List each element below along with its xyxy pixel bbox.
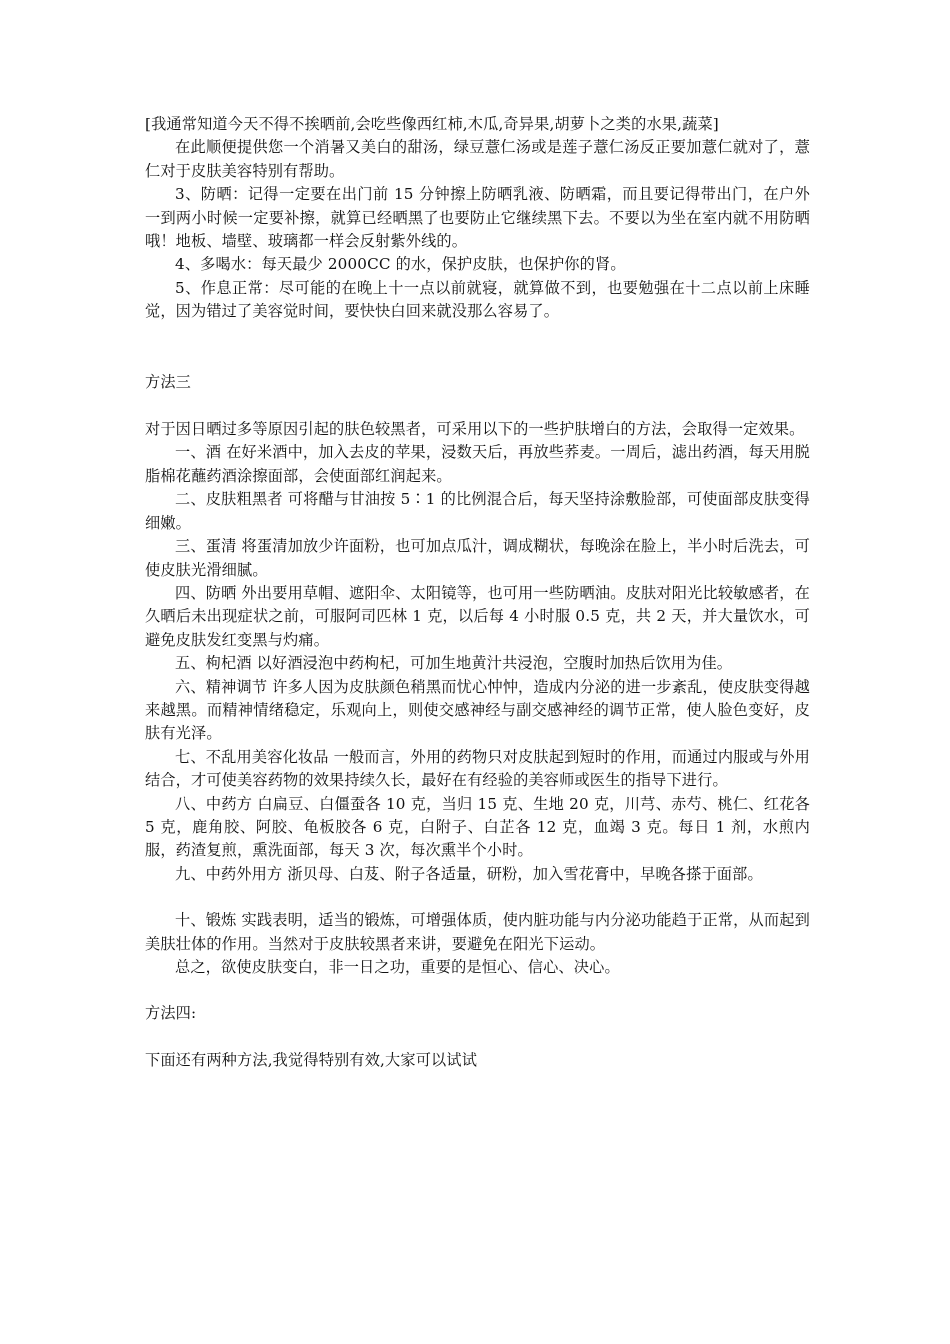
list-item-egg-white: 三、蛋清 将蛋清加放少许面粉，也可加点瓜汁，调成糊状，每晚涂在脸上，半小时后洗去，可使皮肤光滑细腻。 <box>145 537 810 579</box>
paragraph-soup: 在此顺便提供您一个消暑又美白的甜汤，绿豆薏仁汤或是莲子薏仁汤反正要加薏仁就对了，薏仁对于皮肤美容特别有帮助。 <box>145 138 810 180</box>
heading-method-four: 方法四: <box>145 1004 197 1023</box>
spacer <box>145 1026 810 1049</box>
paragraph-method-three-intro: 对于因日晒过多等原因引起的肤色较黑者，可采用以下的一些护肤增白的方法，会取得一定效果。 <box>145 420 805 439</box>
paragraph-fruit-note: [我通常知道今天不得不挨晒前,会吃些像西红柿,木瓜,奇异果,胡萝卜之类的水果,蔬菜] <box>145 115 719 133</box>
paragraph-summary: 总之，欲使皮肤变白，非一日之功，重要的是恒心、信心、决心。 <box>175 958 620 976</box>
spacer <box>145 394 810 418</box>
paragraph-method-four-intro: 下面还有两种方法,我觉得特别有效,大家可以试试 <box>145 1050 478 1069</box>
list-item-goji-wine: 五、枸杞酒 以好酒浸泡中药枸杞，可加生地黄汁共浸泡，空腹时加热后饮用为佳。 <box>175 654 733 673</box>
document-body <box>145 113 810 1072</box>
list-item-herbal-recipe: 八、中药方 白扁豆、白僵蚕各 10 克，当归 15 克、生地 20 克，川芎、赤芍、桃仁、红花各 5 克，鹿角胶、阿胶、龟板胶各 6 克，白附子、白芷各 12 克，血竭 3 克。每日 1 剂，水煎内服，药渣复煎，熏洗面部，每天 3 次，每次熏半个小时。 <box>145 794 810 860</box>
list-item-rough-skin: 二、皮肤粗黑者 可将醋与甘油按 5∶1 的比例混合后，每天坚持涂敷脸部，可使面部皮肤变得细嫩。 <box>145 490 810 532</box>
spacer <box>145 979 810 1002</box>
list-item-wine: 一、酒 在好米酒中，加入去皮的苹果，浸数天后，再放些荞麦。一周后，滤出药酒，每天用脱脂棉花蘸药酒涂擦面部，会使面部红润起来。 <box>145 443 810 485</box>
spacer <box>145 886 810 909</box>
list-item-mental: 六、精神调节 许多人因为皮肤颜色稍黑而忧心忡忡，造成内分泌的进一步紊乱，使皮肤变得越来越黑。而精神情绪稳定，乐观向上，则使交感神经与副交感神经的调节正常，使人脸色变好，皮肤有光泽。 <box>145 677 810 743</box>
paragraph-water: 4、多喝水：每天最少 2000CC 的水，保护皮肤，也保护你的肾。 <box>175 255 626 274</box>
heading-method-three: 方法三 <box>145 372 192 391</box>
paragraph-sunscreen: 3、防晒：记得一定要在出门前 15 分钟擦上防晒乳液、防晒霜，而且要记得带出门，在户外一到两小时候一定要补擦，就算已经晒黑了也要防止它继续黑下去。不要以为坐在室内就不用防晒哦！地板、墙壁、玻璃都一样会反射紫外线的。 <box>145 185 810 251</box>
spacer <box>145 324 810 371</box>
paragraph-schedule: 5、作息正常：尽可能的在晚上十一点以前就寝，就算做不到，也要勉强在十二点以前上床睡觉，因为错过了美容觉时间，要快快白回来就没那么容易了。 <box>145 278 810 321</box>
list-item-herbal-external: 九、中药外用方 浙贝母、白芨、附子各适量，研粉，加入雪花膏中，早晚各搽于面部。 <box>175 864 763 883</box>
list-item-sun-protection: 四、防晒 外出要用草帽、遮阳伞、太阳镜等，也可用一些防晒油。皮肤对阳光比较敏感者，在久晒后未出现症状之前，可服阿司匹林 1 克，以后每 4 小时服 0.5 克，共 2 天，并大量饮水，可避免皮肤发红变黑与灼痛。 <box>145 583 810 649</box>
list-item-cosmetics: 七、不乱用美容化妆品 一般而言，外用的药物只对皮肤起到短时的作用，而通过内服或与外用结合，才可使美容药物的效果持续久长，最好在有经验的美容师或医生的指导下进行。 <box>145 747 810 790</box>
list-item-exercise: 十、锻炼 实践表明，适当的锻炼，可增强体质，使内脏功能与内分泌功能趋于正常，从而起到美肤壮体的作用。当然对于皮肤较黑者来讲，要避免在阳光下运动。 <box>145 911 810 953</box>
